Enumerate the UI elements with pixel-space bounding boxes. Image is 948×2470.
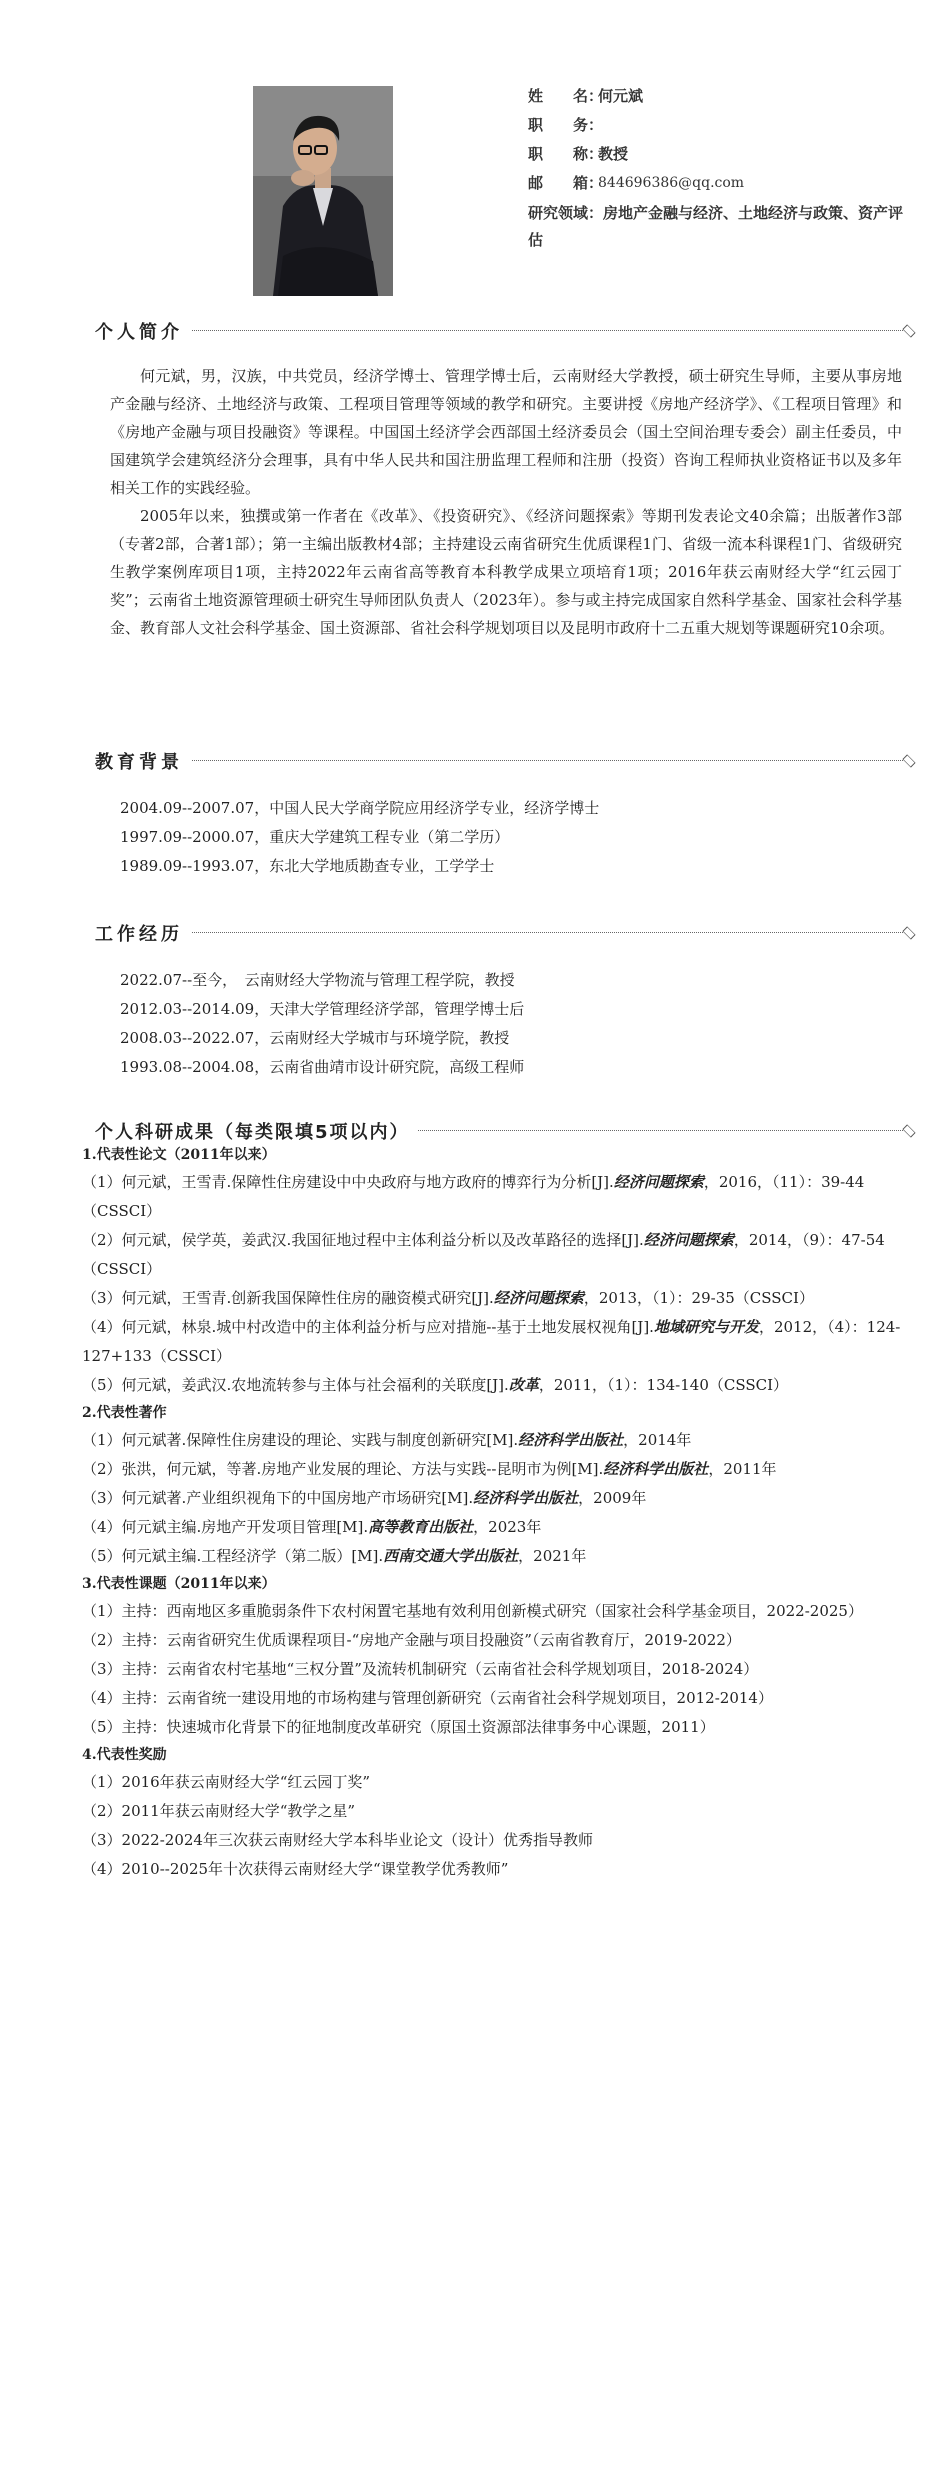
position-label: 职 务： xyxy=(528,116,604,134)
award-item: （4）2010--2025年十次获得云南财经大学“课堂教学优秀教师” xyxy=(82,1860,509,1878)
section-title: 个人简介 xyxy=(95,318,191,344)
section-heading-research xyxy=(95,1118,915,1142)
name-value: 何元斌 xyxy=(598,87,644,105)
subsection-papers-title: 1.代表性论文（2011年以来） xyxy=(82,1147,276,1163)
diamond-icon xyxy=(902,1124,915,1137)
intro-text xyxy=(110,362,902,642)
name-row xyxy=(528,82,908,111)
section-divider xyxy=(95,330,903,331)
papers-list xyxy=(82,1168,902,1400)
section-heading-intro xyxy=(95,318,915,342)
section-heading-work xyxy=(95,920,915,944)
list-item: 2008.03--2022.07，云南财经大学城市与环境学院，教授 xyxy=(120,1029,510,1047)
position-row xyxy=(528,111,908,140)
award-item: （2）2011年获云南财经大学“教学之星” xyxy=(82,1802,356,1820)
section-title: 个人科研成果（每类限填5项以内） xyxy=(95,1118,418,1144)
email-label: 邮 箱： xyxy=(528,174,604,192)
section-title: 工作经历 xyxy=(95,920,191,946)
intro-paragraph: 2005年以来，独撰或第一作者在《改革》、《投资研究》、《经济问题探索》等期刊发表论文40余篇；出版著作3部（专著2部，合著1部）；第一主编出版教材4部；主持建设云南省研究生优质课程1门、省级一流本科课程1门、省级研究生教学案例库项目1项，主持2022年云南省高等教育本科教学成果立项培育1项；2016年获云南财经大学“红云园丁奖”；云南省土地资源管理硕士研究生导师团队负责人（2023年）。参与或主持完成国家自然科学基金、国家社会科学基金、教育部人文社会科学基金、国土资源部、省社会科学规划项目以及昆明市政府十二五重大规划等课题研究10余项。 xyxy=(110,507,902,637)
list-item: 1989.09--1993.07，东北大学地质勘查专业，工学学士 xyxy=(120,857,495,875)
diamond-icon xyxy=(902,324,915,337)
diamond-icon xyxy=(902,926,915,939)
list-item: 2022.07--至今， 云南财经大学物流与管理工程学院，教授 xyxy=(120,971,515,989)
books-list xyxy=(82,1426,902,1571)
list-item: 1997.09--2000.07，重庆大学建筑工程专业（第二学历） xyxy=(120,828,510,846)
research-field-value: 房地产金融与经济、土地经济与政策、资产评估 xyxy=(528,204,904,249)
project-item: （2）主持：云南省研究生优质课程项目-“房地产金融与项目投融资”（云南省教育厅，2019-2022） xyxy=(82,1631,741,1649)
title-row xyxy=(528,140,908,169)
book-item: （2）张洪，何元斌，等著.房地产业发展的理论、方法与实践--昆明市为例[M].经济科学出版社，2011年 xyxy=(82,1460,777,1478)
work-list xyxy=(120,966,900,1082)
research-outputs xyxy=(82,1142,902,1884)
title-value: 教授 xyxy=(598,145,629,163)
diamond-icon xyxy=(902,754,915,767)
paper-item: （1）何元斌，王雪青.保障性住房建设中中央政府与地方政府的博弈行为分析[J].经济问题探索，2016，（11）：39-44（CSSCI） xyxy=(82,1173,865,1220)
project-item: （3）主持：云南省农村宅基地“三权分置”及流转机制研究（云南省社会科学规划项目，2018-2024） xyxy=(82,1660,759,1678)
awards-list xyxy=(82,1768,902,1884)
section-divider xyxy=(95,760,903,761)
subsection-books-title: 2.代表性著作 xyxy=(82,1405,167,1421)
email-value[interactable]: 844696386@qq.com xyxy=(598,175,745,191)
award-item: （3）2022-2024年三次获云南财经大学本科毕业论文（设计）优秀指导教师 xyxy=(82,1831,593,1849)
subsection-awards-title: 4.代表性奖励 xyxy=(82,1747,167,1763)
email-row xyxy=(528,169,908,198)
book-item: （4）何元斌主编.房地产开发项目管理[M].高等教育出版社，2023年 xyxy=(82,1518,542,1536)
portrait-photo xyxy=(253,86,393,296)
paper-item: （5）何元斌，姜武汉.农地流转参与主体与社会福利的关联度[J].改革，2011，（1）：134-140（CSSCI） xyxy=(82,1376,789,1394)
paper-item: （2）何元斌，侯学英，姜武汉.我国征地过程中主体利益分析以及改革路径的选择[J].经济问题探索，2014，（9）：47-54（CSSCI） xyxy=(82,1231,885,1278)
research-field-row xyxy=(528,200,908,254)
book-item: （5）何元斌主编.工程经济学（第二版）[M].西南交通大学出版社，2021年 xyxy=(82,1547,587,1565)
list-item: 2012.03--2014.09，天津大学管理经济学部，管理学博士后 xyxy=(120,1000,525,1018)
award-item: （1）2016年获云南财经大学“红云园丁奖” xyxy=(82,1773,371,1791)
education-list xyxy=(120,794,900,881)
list-item: 1993.08--2004.08，云南省曲靖市设计研究院，高级工程师 xyxy=(120,1058,525,1076)
title-label: 职 称： xyxy=(528,145,604,163)
research-field-label: 研究领域： xyxy=(528,204,604,222)
book-item: （1）何元斌著.保障性住房建设的理论、实践与制度创新研究[M].经济科学出版社，2014年 xyxy=(82,1431,692,1449)
section-title: 教育背景 xyxy=(95,748,191,774)
name-label: 姓 名： xyxy=(528,87,604,105)
project-item: （1）主持：西南地区多重脆弱条件下农村闲置宅基地有效利用创新模式研究（国家社会科学基金项目，2022-2025） xyxy=(82,1602,863,1620)
intro-paragraph: 何元斌，男，汉族，中共党员，经济学博士、管理学博士后，云南财经大学教授，硕士研究生导师，主要从事房地产金融与经济、土地经济与政策、工程项目管理等领域的教学和研究。主要讲授《房地产经济学》、《工程项目管理》和《房地产金融与项目投融资》等课程。中国国土经济学会西部国土经济委员会（国土空间治理专委会）副主任委员，中国建筑学会建筑经济分会理事，具有中华人民共和国注册监理工程师和注册（投资）咨询工程师执业资格证书以及多年相关工作的实践经验。 xyxy=(110,367,902,497)
book-item: （3）何元斌著.产业组织视角下的中国房地产市场研究[M].经济科学出版社，2009年 xyxy=(82,1489,647,1507)
projects-list xyxy=(82,1597,902,1742)
paper-item: （4）何元斌，林泉.城中村改造中的主体利益分析与应对措施--基于土地发展权视角[J].地域研究与开发，2012，（4）：124-127+133（CSSCI） xyxy=(82,1318,901,1365)
subsection-projects-title: 3.代表性课题（2011年以来） xyxy=(82,1576,276,1592)
list-item: 2004.09--2007.07，中国人民大学商学院应用经济学专业，经济学博士 xyxy=(120,799,600,817)
paper-item: （3）何元斌，王雪青.创新我国保障性住房的融资模式研究[J].经济问题探索，2013，（1）：29-35（CSSCI） xyxy=(82,1289,814,1307)
section-heading-education xyxy=(95,748,915,772)
project-item: （5）主持：快速城市化背景下的征地制度改革研究（原国土资源部法律事务中心课题，2011） xyxy=(82,1718,715,1736)
project-item: （4）主持：云南省统一建设用地的市场构建与管理创新研究（云南省社会科学规划项目，2012-2014） xyxy=(82,1689,773,1707)
profile-info xyxy=(528,82,908,254)
section-divider xyxy=(95,932,903,933)
